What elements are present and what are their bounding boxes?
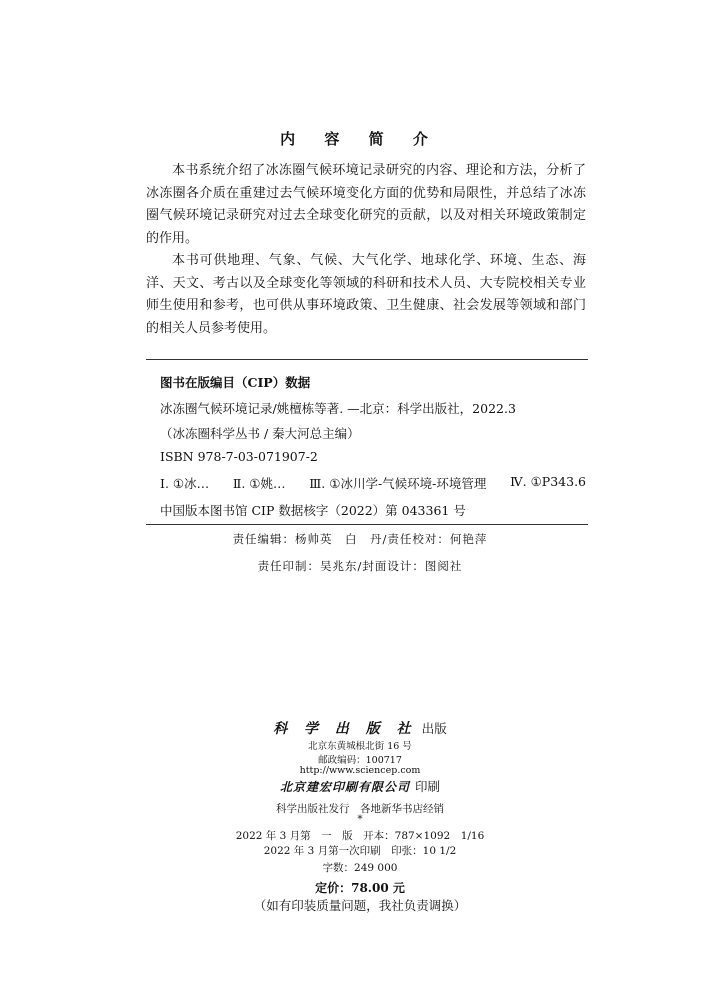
print-suffix: 印刷 [415,779,441,794]
printing-line: 2022 年 3 月第一次印刷 印张：10 1/2 [263,845,457,857]
edition-line: 2022 年 3 月第 一 版 开本：787×1092 1/16 [235,830,485,842]
page-title: 内 容 简 介 [280,130,440,148]
publisher-address: 北京东黄城根北街 16 号 [308,741,412,752]
cip-class-item: Ⅲ. ①冰川学-气候环境-环境管理 [309,476,487,491]
cip-series-line: （冰冻圈科学丛书 / 秦大河总主编） [160,426,360,441]
printing-credits: 责任印制：吴兆东/封面设计：图阅社 [257,559,463,573]
price: 定价：78.00 元 [315,881,405,895]
editor-credits: 责任编辑：杨帅英 白 丹/责任校对：何艳萍 [232,532,488,546]
intro-paragraph: 本书系统介绍了冰冻圈气候环境记录研究的内容、理论和方法，分析了冰冻圈各介质在重建过去气候环境变化方面的优势和局限性，并总结了冰冻圈气候环境记录研究对过去全球变化研究的贡献，以及对相关环境政策制定的作用。 [146,163,586,246]
publish-suffix: 出版 [421,721,447,736]
cip-heading: 图书在版编目（CIP）数据 [160,375,311,390]
cip-title-line: 冰冻圈气候环境记录/姚檀栋等著. —北京：科学出版社，2022.3 [160,401,516,416]
word-count: 字数：249 000 [322,862,398,874]
publisher-line [0,718,720,738]
cip-data-number: 中国版本图书馆 CIP 数据核字（2022）第 043361 号 [160,503,466,518]
cip-class-item: Ⅱ. ①姚… [232,476,286,491]
printer-logo: 北京建宏印刷有限公司 [279,780,410,794]
separator-star: * [357,813,363,825]
intro-paragraph: 本书可供地理、气象、气候、大气化学、地球化学、环境、生态、海洋、天文、考古以及全球变化等领域的科研和技术人员、大专院校相关专业师生使用和参考，也可供从事环境政策、卫生健康、社会发展等领域和部门的相关人员参考使用。 [146,253,586,336]
publisher-postcode: 邮政编码：100717 [318,755,402,766]
book-introduction [146,160,586,340]
quality-note: （如有印装质量问题，我社负责调换） [253,898,467,913]
cip-classification [160,474,586,492]
cip-class-item: Ⅰ. ①冰… [160,476,210,491]
publisher-logo: 科 学 出 版 社 [273,721,417,737]
cip-isbn: ISBN 978-7-03-071907-2 [160,449,318,464]
publisher-url: http://www.sciencep.com [299,765,421,776]
cip-class-item: Ⅳ. ①P343.6 [510,474,586,489]
printer-line [0,776,720,795]
distribution-line: 科学出版社发行 各地新华书店经销 [276,803,444,815]
